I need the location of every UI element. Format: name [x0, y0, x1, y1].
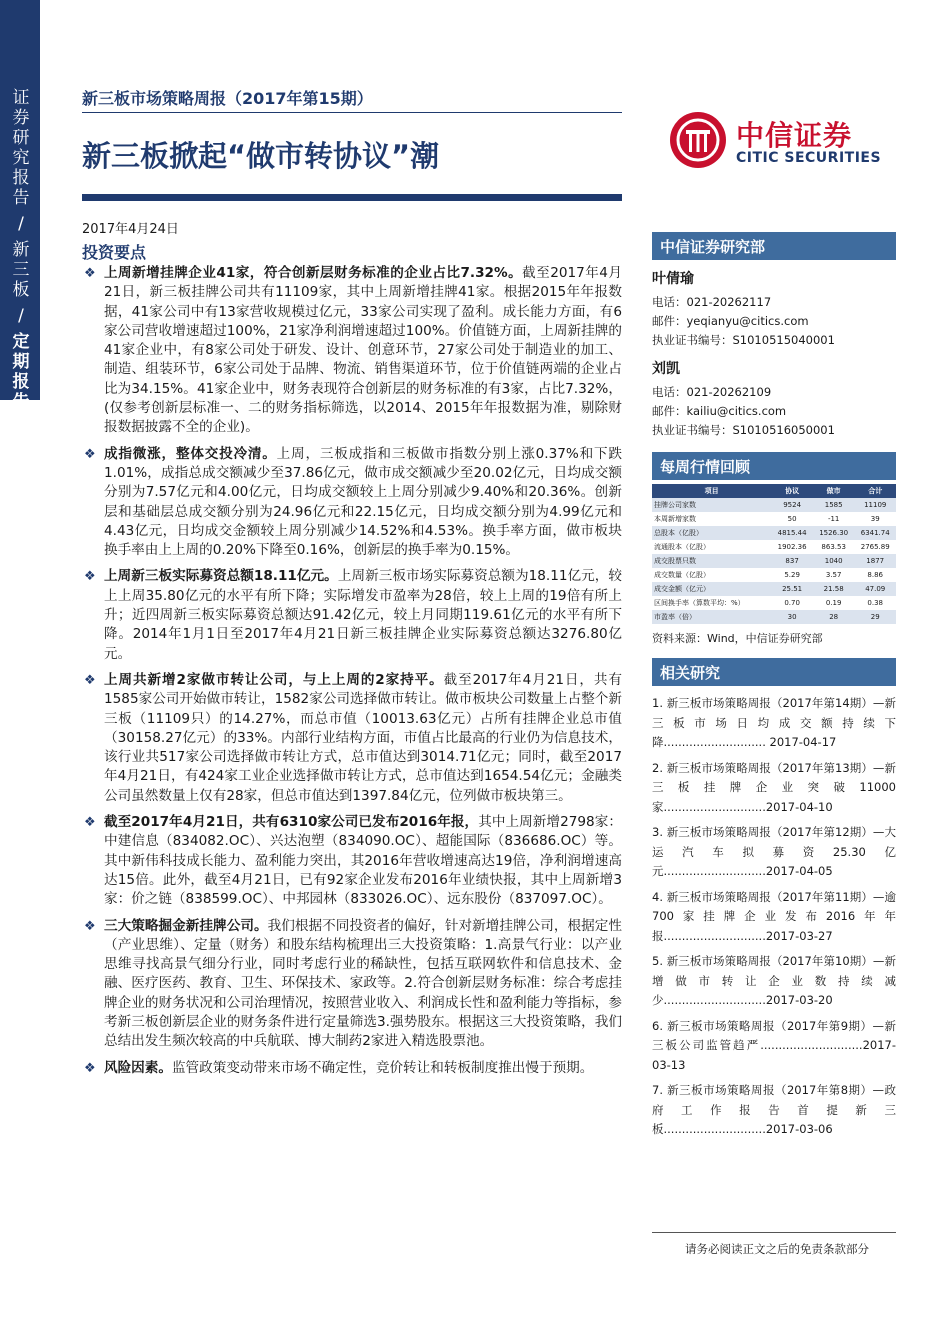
section-title: 投资要点 — [82, 243, 147, 262]
related-item[interactable]: 5. 新三板市场策略周报（2017年第10期）—新增做市转让企业数持续减少............................2017-03-20 — [652, 954, 896, 1007]
citic-logo-mark-icon — [670, 112, 726, 168]
diamond-bullet-icon: ❖ — [84, 446, 96, 462]
citic-logo — [670, 112, 890, 172]
table-cell: 8.86 — [854, 568, 896, 582]
table-cell: 区间换手率（算数平均：%） — [652, 596, 771, 610]
table-row — [652, 526, 896, 540]
bullet-lead: 成指微涨，整体交投冷清。 — [104, 445, 277, 462]
table-header-cell: 合计 — [854, 484, 896, 498]
diamond-bullet-icon: ❖ — [84, 569, 96, 585]
table-cell: 1877 — [854, 554, 896, 568]
table-cell: 28 — [813, 610, 855, 624]
table-cell: 9524 — [771, 498, 813, 512]
header-divider — [82, 112, 622, 113]
related-item[interactable]: 4. 新三板市场策略周报（2017年第11期）—逾700家挂牌企业发布2016年年报............................2017-03-27 — [652, 889, 896, 943]
bullet-lead: 上周新增挂牌企业41家，符合创新层财务标准的企业占比7.32%。 — [104, 265, 523, 281]
analyst-phone: 电话：021-20262117 — [652, 295, 772, 309]
table-cell: 29 — [854, 610, 896, 624]
bullet-text: 监管政策变动带来市场不确定性，竞价转让和转板制度推出慢于预期。 — [171, 1059, 594, 1076]
table-row — [652, 596, 896, 610]
table-cell: 0.38 — [854, 596, 896, 610]
related-item[interactable]: 6. 新三板市场策略周报（2017年第9期）—新三板公司监管趋严............................2017-03-13 — [652, 1018, 896, 1072]
analyst-name: 刘凯 — [652, 361, 680, 377]
sidebar-label-periodic: 定期报告 — [12, 332, 30, 412]
table-cell: 863.53 — [813, 540, 855, 554]
bullet-text: 上周，三板成指和三板做市指数分别上涨0.37%和下跌1.01%，成指总成交额减少至37.86亿元，做市成交额减少至20.02亿元，日均成交额分别为7.57亿元和4.00亿元，日均成交额较上上周分别减少9.40%和20.36%。创新层和基础层总成交额分别为24.96亿元和22.15亿元，日均成交额分别为4.99亿元和4.43亿元，日均成交金额较上周分别减少14.52%和4.53%。换手率方面，做市板块换手率由上上周的0.20%下降至0.16%，创新层的换手率为0.15%。 — [104, 445, 623, 559]
table-cell: 1526.30 — [813, 526, 855, 540]
sidebar-vertical-label — [10, 88, 32, 412]
table-cell: 1040 — [813, 554, 855, 568]
related-item[interactable]: 1. 新三板市场策略周报（2017年第14期）—新三板市场日均成交额持续下降............................ 2017-04-17 — [652, 696, 896, 749]
table-row — [652, 540, 896, 554]
bullet-text: 截至2017年4月21日，共有1585家公司开始做市转让，1582家公司选择做市转让。做市板块公司数量上占整个新三板（11109只）的14.27%，而总市值（10013.63亿元）占所有挂牌企业总市值（30158.27亿元）的33%。内部行业结构方面，市值占比最高的行业仍为信息技术，该行业共517家公司选择做市转让方式，总市值达到3014.71亿元；同时，截至2017年4月21日，有424家工业企业选择做市转让方式，总市值达到1654.54亿元；金融类公司虽然数量上仅有28家，但总市值达到1397.84亿元，位列做市板块第三。 — [104, 671, 623, 804]
bullet-text: 截至2017年4月21日，新三板挂牌公司共有11109家，其中上周新增挂牌41家。根据2015年年报数据，41家公司中有13家营收规模过亿元，33家公司实现了盈利。成长能力方面，有6家公司营收增速超过100%，21家净利润增速超过100%。价值链方面，上周新挂牌的41家企业中，有8家公司处于研发、设计、创意环节，27家公司处于制造业的加工、制造、组装环节，6家公司处于品牌、物流、销售渠道环节，位于价值链两端的企业占比为34.15%。41家企业中，财务表现符合创新层的财务标准的有3家，占比7.32%，(仅参考创新层标准一、二的财务指标筛选，以2014、2015年年报数据为准，剔除财报数据披露不全的企业)。 — [104, 265, 623, 436]
table-row — [652, 554, 896, 568]
table-cell: 47.09 — [854, 582, 896, 596]
report-date: 2017年4月24日 — [82, 222, 179, 237]
table-cell: 成交金额（亿元） — [652, 582, 771, 596]
related-item[interactable]: 2. 新三板市场策略周报（2017年第13期）—新三板挂牌企业突破11000家............................2017-04-10 — [652, 760, 896, 814]
bullet-lead: 三大策略掘金新挂牌公司。 — [104, 917, 268, 934]
bullet-item — [82, 1059, 622, 1078]
table-cell: 本周新增家数 — [652, 512, 771, 526]
bullet-item — [82, 813, 622, 909]
right-column — [652, 232, 896, 1146]
table-cell: 21.58 — [813, 582, 855, 596]
table-cell: 50 — [771, 512, 813, 526]
bullet-lead: 截至2017年4月21日，共有6310家公司已发布2016年报， — [104, 814, 479, 831]
related-list — [652, 694, 896, 1140]
table-header-row — [652, 484, 896, 498]
diamond-bullet-icon: ❖ — [84, 1060, 96, 1076]
bullet-item — [82, 445, 622, 561]
table-cell: 3.57 — [813, 568, 855, 582]
sidebar-sep-1: / — [18, 214, 24, 234]
table-cell: 39 — [854, 512, 896, 526]
dept-header: 中信证券研究部 — [652, 232, 896, 260]
table-cell: 1585 — [813, 498, 855, 512]
footer-divider — [652, 1232, 896, 1233]
analyst-phone: 电话：021-20262109 — [652, 385, 772, 399]
table-row — [652, 568, 896, 582]
bullet-text: 我们根据不同投资者的偏好，针对新增挂牌公司，根据定性（产业思维）、定量（财务）和股东结构梳理出三大投资策略：1.高景气行业：以产业思维寻找高景气细分行业，同时考虑行业的稀缺性，包括互联网软件和信息技术、金融、医疗医药、教育、卫生、环保技术、家政等。2.符合创新层财务标准：综合考虑挂牌企业的财务状况和公司治理情况，按照营业收入、利润成长性和盈利能力等指标，参考新三板创新层企业的财务条件进行定量筛选3.强势股东。根据这三大投资策略，我们总结出发生频次较高的中兵航联、博大制药2家进入精选股票池。 — [104, 917, 623, 1050]
bullet-lead: 上周共新增2家做市转让公司，与上上周的2家持平。 — [104, 671, 444, 688]
analyst-email[interactable]: 邮件：yeqianyu@citics.com — [652, 314, 809, 328]
diamond-bullet-icon: ❖ — [84, 918, 96, 934]
bullet-item — [82, 917, 622, 1052]
related-item[interactable]: 3. 新三板市场策略周报（2017年第12期）—大运汽车拟募资25.30亿元............................2017-04-05 — [652, 825, 896, 878]
table-cell: 流通股本（亿股） — [652, 540, 771, 554]
analyst-card — [652, 270, 896, 350]
table-header-cell: 做市 — [813, 484, 855, 498]
table-cell: 30 — [771, 610, 813, 624]
table-row — [652, 512, 896, 526]
table-cell: 成交数量（亿股） — [652, 568, 771, 582]
diamond-bullet-icon: ❖ — [84, 815, 96, 831]
analyst-cert: 执业证书编号：S1010515040001 — [652, 333, 835, 347]
logo-cn-text: 中信证券 — [736, 119, 853, 152]
diamond-bullet-icon: ❖ — [84, 266, 96, 281]
analyst-cert: 执业证书编号：S1010516050001 — [652, 423, 835, 437]
table-row — [652, 610, 896, 624]
table-header-cell: 项目 — [652, 484, 771, 498]
table-cell: 0.70 — [771, 596, 813, 610]
disclaimer-footer: 请务必阅读正文之后的免责条款部分 — [685, 1242, 869, 1256]
bullet-lead: 上周新三板实际募资总额18.11亿元。 — [104, 568, 338, 585]
table-cell: 成交股票只数 — [652, 554, 771, 568]
table-body — [652, 498, 896, 624]
market-table — [652, 484, 896, 624]
table-cell: 1902.36 — [771, 540, 813, 554]
logo-en-text: CITIC SECURITIES — [736, 150, 882, 166]
table-cell: -11 — [813, 512, 855, 526]
table-cell: 0.19 — [813, 596, 855, 610]
title-bar — [82, 194, 622, 201]
bullet-item — [82, 671, 622, 806]
table-source: 资料来源：Wind，中信证券研究部 — [652, 632, 823, 645]
bullet-text: 其中上周新增2798家：中建信息（834082.OC）、兴达泡塑（834090.OC）、超能国际（836686.OC）等。其中新伟科技成长能力、盈利能力突出，其2016年营收增速高达19倍，净利润增速高达15倍。此外，截至4月21日，已有92家企业发布2016年业绩快报，其中上周新增3家：价之链（838599.OC）、中邦园林（833026.OC）、远东股份（837097.OC）。 — [104, 814, 622, 908]
bullet-item — [82, 264, 622, 438]
table-cell: 总股本（亿股） — [652, 526, 771, 540]
table-cell: 2765.89 — [854, 540, 896, 554]
report-series-title: 新三板市场策略周报（2017年第15期） — [82, 89, 373, 108]
table-header-cell: 协议 — [771, 484, 813, 498]
key-points — [82, 264, 622, 1085]
bullet-text: 上周新三板市场实际募资总额为18.11亿元，较上上周35.80亿元的水平有所下降；实际增发市盈率为28倍，较上上周的19倍有所上升；近四周新三板实际募资总额达91.42亿元，较上月同期119.61亿元的水平有所下降。2014年1月1日至2017年4月21日新三板挂牌企业实际募资总额达3276.80亿元。 — [104, 568, 623, 662]
table-cell: 837 — [771, 554, 813, 568]
table-row — [652, 582, 896, 596]
table-cell: 挂牌公司家数 — [652, 498, 771, 512]
bullet-lead: 风险因素。 — [104, 1059, 172, 1076]
bullet-item — [82, 567, 622, 663]
table-cell: 5.29 — [771, 568, 813, 582]
diamond-bullet-icon: ❖ — [84, 672, 96, 688]
page-title: 新三板掀起“做市转协议”潮 — [82, 139, 440, 173]
table-cell: 25.51 — [771, 582, 813, 596]
sidebar-band — [0, 0, 40, 412]
sidebar-label-report: 证券研究报告 — [12, 88, 30, 208]
table-cell: 6341.74 — [854, 526, 896, 540]
analyst-card — [652, 360, 896, 440]
related-item[interactable]: 7. 新三板市场策略周报（2017年第8期）—政府工作报告首提新三板............................2017-03-06 — [652, 1083, 896, 1136]
sidebar-sep-2: / — [18, 306, 24, 326]
table-row — [652, 498, 896, 512]
table-cell: 4815.44 — [771, 526, 813, 540]
analyst-email[interactable]: 邮件：kailiu@citics.com — [652, 404, 787, 418]
sidebar-label-neeq: 新三板 — [12, 240, 30, 300]
weekly-header: 每周行情回顾 — [652, 452, 896, 480]
table-cell: 11109 — [854, 498, 896, 512]
table-cell: 市盈率（倍） — [652, 610, 771, 624]
related-header: 相关研究 — [652, 658, 896, 686]
analyst-name: 叶倩瑜 — [652, 271, 694, 287]
